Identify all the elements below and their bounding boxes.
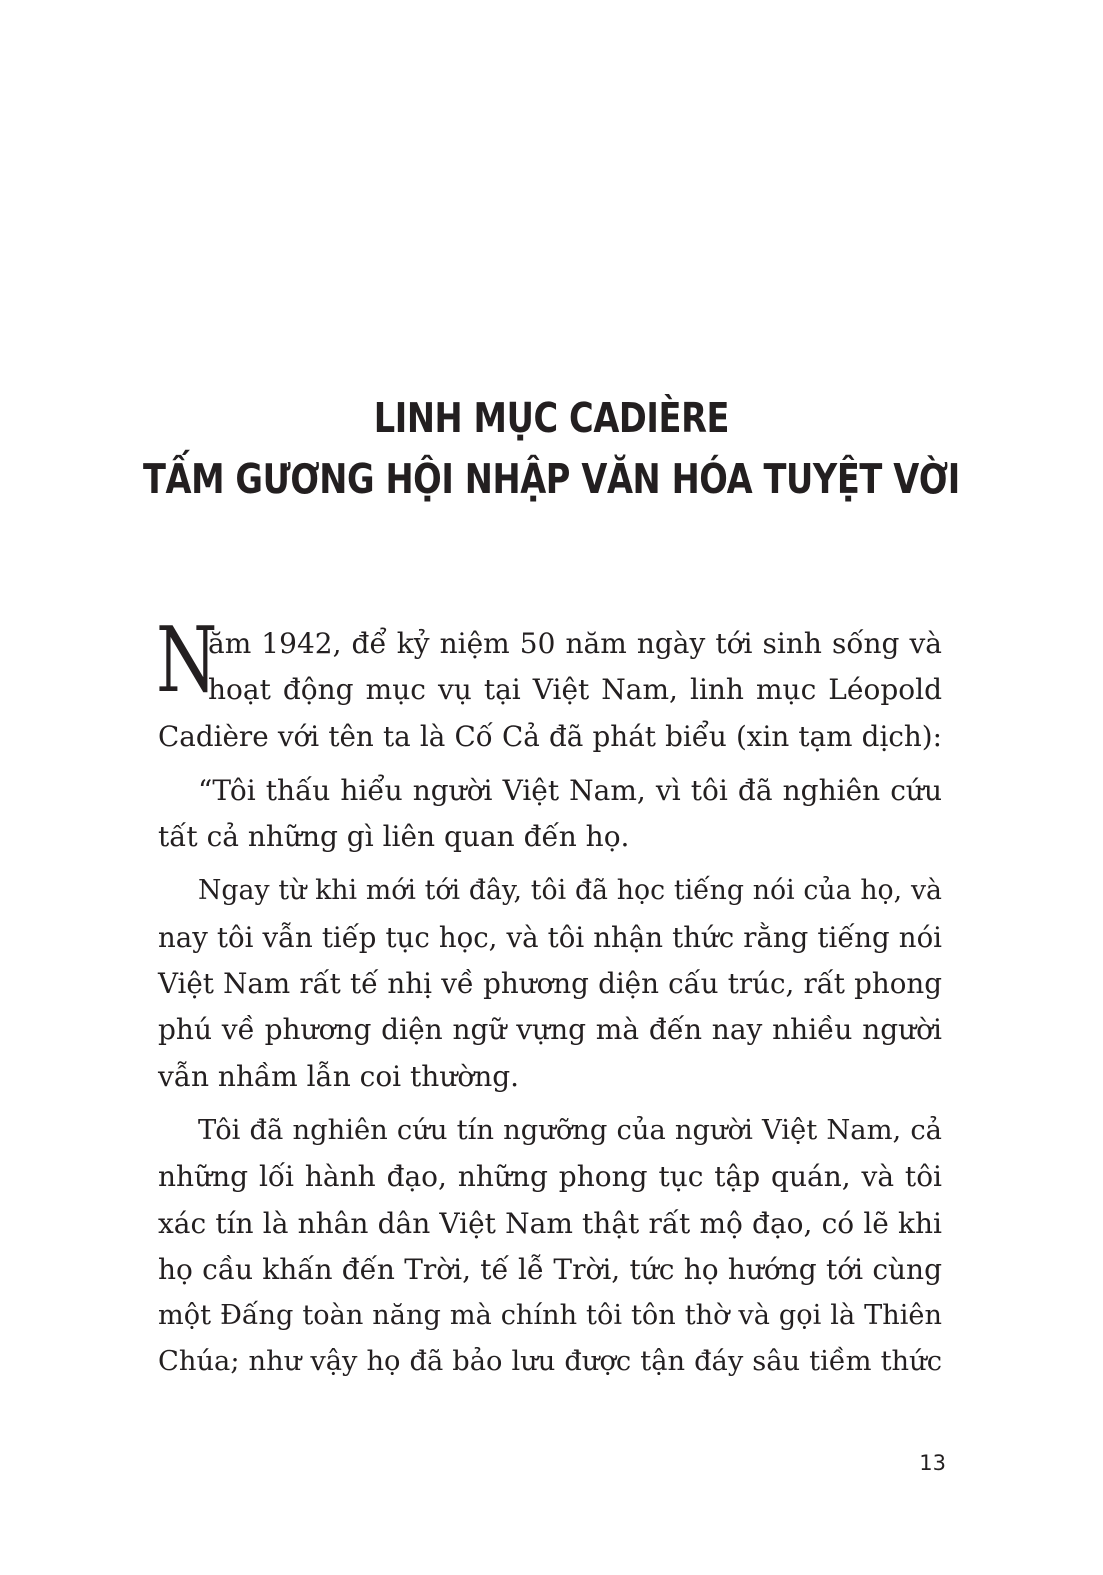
paragraph-4 [158, 1108, 942, 1386]
paragraph-line: ăm 1942, để kỷ niệm 50 năm ngày tới sinh sống và [208, 627, 942, 660]
paragraph-line: nay tôi vẫn tiếp tục học, và tôi nhận thức rằng tiếng nói [158, 920, 942, 954]
body-text [156, 608, 942, 1386]
paragraph-line: Việt Nam rất tế nhị về phương diện cấu trúc, rất phong [158, 967, 942, 1001]
drop-cap: N [156, 608, 218, 713]
paragraph-line: Chúa; như vậy họ đã bảo lưu được tận đáy sâu tiềm thức [158, 1346, 942, 1378]
paragraph-line: Cadière với tên ta là Cố Cả đã phát biểu (xin tạm dịch): [158, 719, 942, 753]
paragraph-line: “Tôi thấu hiểu người Việt Nam, vì tôi đã nghiên cứu [198, 773, 942, 807]
paragraph-line: một Đấng toàn năng mà chính tôi tôn thờ và gọi là Thiên [158, 1300, 942, 1332]
paragraph-line: xác tín là nhân dân Việt Nam thật rất mộ đạo, có lẽ khi [158, 1206, 942, 1240]
paragraph-line: Ngay từ khi mới tới đây, tôi đã học tiếng nói của họ, và [198, 875, 942, 907]
paragraph-line: tất cả những gì liên quan đến họ. [158, 820, 630, 854]
page-number: 13 [919, 1451, 946, 1475]
paragraph-3 [158, 868, 942, 1099]
paragraph-line: những lối hành đạo, những phong tục tập quán, và tôi [158, 1160, 942, 1194]
paragraph-1 [156, 608, 942, 760]
paragraph-line: vẫn nhầm lẫn coi thường. [158, 1059, 520, 1093]
paragraph-line: Tôi đã nghiên cứu tín ngưỡng của người Việt Nam, cả [198, 1114, 942, 1146]
chapter-title-line-1: LINH MỤC CADIÈRE [373, 394, 730, 442]
paragraph-line: họ cầu khấn đến Trời, tế lễ Trời, tức họ hướng tới cùng [158, 1252, 942, 1286]
paragraph-2 [158, 768, 942, 861]
paragraph-line: phú về phương diện ngữ vựng mà đến nay nhiều người [158, 1013, 942, 1047]
chapter-title-line-2: TẤM GƯƠNG HỘI NHẬP VĂN HÓA TUYỆT VỜI [142, 455, 960, 503]
paragraph-line: hoạt động mục vụ tại Việt Nam, linh mục Léopold [208, 673, 942, 707]
